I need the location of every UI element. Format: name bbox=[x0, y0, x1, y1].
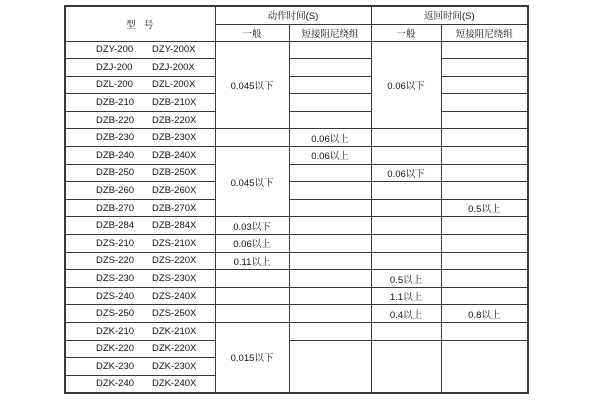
model-cell bbox=[65, 76, 215, 94]
model-cell bbox=[65, 182, 215, 200]
action-general-cell bbox=[215, 287, 289, 305]
return-general-cell: 0.4以上 bbox=[371, 305, 441, 323]
model-name: DZJ-200 bbox=[96, 61, 133, 73]
model-name: DZS-240 bbox=[96, 290, 135, 302]
action-time-group-header: 动作时间(S) bbox=[215, 6, 371, 24]
return-damped-cell bbox=[441, 94, 528, 112]
model-name: DZB-240 bbox=[96, 149, 135, 161]
action-damped-cell bbox=[289, 59, 371, 77]
table-row bbox=[65, 235, 528, 253]
return-damped-cell bbox=[441, 252, 528, 270]
spec-table bbox=[64, 5, 529, 394]
model-cell bbox=[65, 270, 215, 288]
model-name-x: DZS-240X bbox=[152, 290, 197, 302]
model-cell bbox=[65, 164, 215, 182]
table-row bbox=[65, 323, 528, 341]
model-cell bbox=[65, 235, 215, 253]
model-cell bbox=[65, 111, 215, 129]
action-damped-cell bbox=[289, 182, 371, 200]
model-cell bbox=[65, 59, 215, 77]
action-damped-cell bbox=[289, 287, 371, 305]
return-general-cell bbox=[371, 323, 441, 341]
return-general-cell: 0.06以下 bbox=[371, 164, 441, 182]
action-damped-cell: 0.06以上 bbox=[289, 129, 371, 147]
return-damped-cell bbox=[441, 129, 528, 147]
action-damped-cell: 0.06以上 bbox=[289, 147, 371, 165]
model-name-x: DZK-210X bbox=[152, 325, 197, 337]
table-row bbox=[65, 164, 528, 182]
table-row bbox=[65, 111, 528, 129]
model-name: DZS-220 bbox=[96, 255, 135, 267]
model-cell bbox=[65, 94, 215, 112]
action-general-cell bbox=[215, 305, 289, 323]
spec-table-header bbox=[65, 6, 528, 41]
return-general-header: 一般 bbox=[371, 24, 441, 41]
model-name-x: DZS-230X bbox=[152, 273, 197, 285]
model-cell bbox=[65, 358, 215, 376]
model-name-x: DZY-200X bbox=[152, 44, 196, 56]
model-cell bbox=[65, 252, 215, 270]
model-name-x: DZB-240X bbox=[152, 149, 197, 161]
model-cell bbox=[65, 41, 215, 59]
return-damped-cell bbox=[441, 41, 528, 59]
action-damped-winding-header: 短接阻尼绕组 bbox=[289, 24, 371, 41]
return-general-cell bbox=[371, 235, 441, 253]
return-general-cell: 0.06以下 bbox=[371, 41, 441, 129]
table-row bbox=[65, 340, 528, 358]
model-name-x: DZB-270X bbox=[152, 202, 197, 214]
action-damped-cell bbox=[289, 252, 371, 270]
action-damped-cell bbox=[289, 235, 371, 253]
table-row bbox=[65, 217, 528, 235]
model-cell bbox=[65, 305, 215, 323]
model-name: DZK-210 bbox=[96, 325, 135, 337]
model-name: DZB-284 bbox=[96, 220, 135, 232]
table-row bbox=[65, 94, 528, 112]
model-name-x: DZB-250X bbox=[152, 167, 197, 179]
action-damped-cell bbox=[289, 305, 371, 323]
return-general-cell bbox=[371, 252, 441, 270]
model-name: DZK-220 bbox=[96, 343, 135, 355]
model-name: DZS-230 bbox=[96, 273, 135, 285]
return-damped-cell bbox=[441, 323, 528, 341]
return-general-cell: 1.1以上 bbox=[371, 287, 441, 305]
model-cell bbox=[65, 340, 215, 358]
action-general-cell: 0.045以下 bbox=[215, 41, 289, 129]
return-general-cell bbox=[371, 340, 441, 393]
model-name-x: DZB-210X bbox=[152, 97, 197, 109]
model-name: DZL-200 bbox=[96, 79, 133, 91]
table-row bbox=[65, 199, 528, 217]
action-general-cell: 0.03以下 bbox=[215, 217, 289, 235]
action-damped-cell bbox=[289, 111, 371, 129]
table-row bbox=[65, 147, 528, 165]
table-row bbox=[65, 270, 528, 288]
model-name-x: DZB-284X bbox=[152, 220, 197, 232]
model-name-x: DZS-210X bbox=[152, 237, 197, 249]
model-name: DZB-270 bbox=[96, 202, 135, 214]
model-name: DZY-200 bbox=[96, 44, 134, 56]
action-damped-cell bbox=[289, 76, 371, 94]
model-cell bbox=[65, 199, 215, 217]
model-name-x: DZB-220X bbox=[152, 114, 197, 126]
return-damped-cell bbox=[441, 147, 528, 165]
table-row bbox=[65, 287, 528, 305]
action-damped-cell bbox=[289, 340, 371, 393]
return-damped-cell bbox=[441, 217, 528, 235]
return-damped-cell bbox=[441, 59, 528, 77]
action-damped-cell bbox=[289, 270, 371, 288]
return-damped-cell bbox=[441, 287, 528, 305]
action-damped-cell bbox=[289, 94, 371, 112]
model-name: DZB-260 bbox=[96, 185, 135, 197]
table-row bbox=[65, 41, 528, 59]
model-name-x: DZK-220X bbox=[152, 343, 197, 355]
return-damped-cell bbox=[441, 270, 528, 288]
model-name: DZB-220 bbox=[96, 114, 135, 126]
model-name-x: DZL-200X bbox=[152, 79, 196, 91]
table-row bbox=[65, 59, 528, 77]
model-name-x: DZK-230X bbox=[152, 360, 197, 372]
model-name-x: DZS-220X bbox=[152, 255, 197, 267]
return-damped-cell bbox=[441, 182, 528, 200]
spec-table-container bbox=[64, 5, 527, 394]
spec-table-body bbox=[65, 41, 528, 393]
model-cell bbox=[65, 217, 215, 235]
action-general-cell: 0.015以下 bbox=[215, 323, 289, 393]
action-damped-cell bbox=[289, 41, 371, 59]
return-general-cell: 0.5以上 bbox=[371, 270, 441, 288]
return-damped-winding-header: 短接阻尼绕组 bbox=[441, 24, 528, 41]
model-cell bbox=[65, 147, 215, 165]
action-damped-cell bbox=[289, 164, 371, 182]
return-general-cell bbox=[371, 129, 441, 147]
return-general-cell bbox=[371, 147, 441, 165]
table-row bbox=[65, 252, 528, 270]
table-row bbox=[65, 76, 528, 94]
model-cell bbox=[65, 287, 215, 305]
table-row bbox=[65, 182, 528, 200]
action-damped-cell bbox=[289, 217, 371, 235]
action-general-cell: 0.06以上 bbox=[215, 235, 289, 253]
return-general-cell bbox=[371, 217, 441, 235]
action-general-cell bbox=[215, 129, 289, 147]
model-cell bbox=[65, 323, 215, 341]
model-name-x: DZS-250X bbox=[152, 308, 197, 320]
model-name: DZB-250 bbox=[96, 167, 135, 179]
return-damped-cell: 0.5以上 bbox=[441, 199, 528, 217]
model-name: DZS-250 bbox=[96, 308, 135, 320]
action-damped-cell bbox=[289, 199, 371, 217]
return-damped-cell bbox=[441, 340, 528, 393]
model-name: DZS-210 bbox=[96, 237, 135, 249]
return-general-cell bbox=[371, 182, 441, 200]
table-row bbox=[65, 305, 528, 323]
return-damped-cell bbox=[441, 76, 528, 94]
action-damped-cell bbox=[289, 323, 371, 341]
return-damped-cell bbox=[441, 111, 528, 129]
model-name: DZK-230 bbox=[96, 360, 135, 372]
model-cell bbox=[65, 375, 215, 393]
action-general-cell: 0.045以下 bbox=[215, 147, 289, 217]
model-name-x: DZB-230X bbox=[152, 132, 197, 144]
model-column-header: 型 号 bbox=[65, 6, 215, 41]
model-name-x: DZB-260X bbox=[152, 185, 197, 197]
model-name: DZB-210 bbox=[96, 97, 135, 109]
model-cell bbox=[65, 129, 215, 147]
return-general-cell bbox=[371, 199, 441, 217]
return-damped-cell bbox=[441, 164, 528, 182]
model-name-x: DZJ-200X bbox=[152, 61, 195, 73]
model-name: DZB-230 bbox=[96, 132, 135, 144]
table-row bbox=[65, 129, 528, 147]
model-name: DZK-240 bbox=[96, 378, 135, 390]
action-general-cell: 0.11以上 bbox=[215, 252, 289, 270]
return-time-group-header: 返回时间(S) bbox=[371, 6, 528, 24]
return-damped-cell: 0.8以上 bbox=[441, 305, 528, 323]
return-damped-cell bbox=[441, 235, 528, 253]
model-name-x: DZK-240X bbox=[152, 378, 197, 390]
header-group-row bbox=[65, 6, 528, 24]
action-general-header: 一般 bbox=[215, 24, 289, 41]
action-general-cell bbox=[215, 270, 289, 288]
